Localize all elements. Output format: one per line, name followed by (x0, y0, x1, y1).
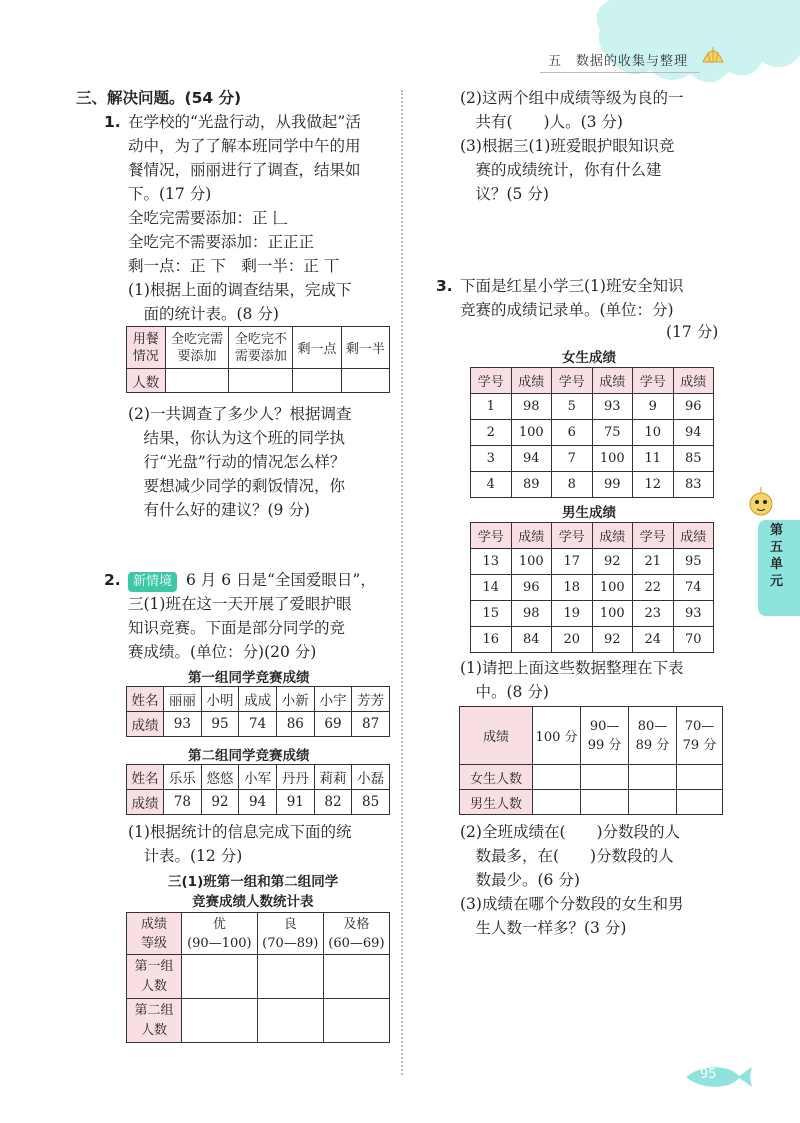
q3-text-1: 下面是红星小学三(1)班安全知识 (460, 277, 684, 295)
q1-meal-table (126, 326, 390, 393)
girls-student-id: 9 (633, 394, 674, 420)
q1-answer-cell[interactable] (293, 369, 341, 393)
girls-header: 学号 (633, 368, 674, 394)
q3-text-2: 竞赛的成绩记录单。(单位：分) (460, 301, 674, 319)
shell-icon (700, 44, 726, 70)
boys-student-id: 14 (471, 575, 512, 601)
boys-student-id: 15 (471, 601, 512, 627)
summary-answer-cell[interactable] (532, 765, 580, 790)
boys-header: 成绩 (511, 523, 552, 549)
q1-data-3: 剩一点：正 下 剩一半：正 丅 (128, 257, 340, 275)
girls-student-id: 3 (471, 446, 512, 472)
group1-name-label: 姓名 (127, 687, 164, 712)
girls-header: 成绩 (511, 368, 552, 394)
q2-p3-3: 议？(5 分) (460, 185, 549, 203)
girls-score: 89 (511, 472, 552, 498)
q2-text-3: 知识竞赛。下面是部分同学的竞 (128, 619, 346, 637)
q3-p1-2: 中。(8 分) (460, 683, 549, 701)
group1-score: 86 (276, 712, 314, 737)
q2-p1-2: 计表。(12 分) (128, 847, 243, 865)
boys-score: 84 (511, 627, 552, 653)
summary-col-100: 100 分 (532, 707, 580, 765)
q1-p2-2: 结果，你认为这个班的同学执 (128, 429, 346, 447)
stat-col-excellent: 优 (90—100) (182, 913, 258, 955)
q2-text-1: 6 月 6 日是“全国爱眼日”， (186, 571, 376, 589)
girls-score: 98 (511, 394, 552, 420)
header-rule (540, 72, 700, 73)
q3-p2-2: 数最多，在( )分数段的人 (460, 847, 674, 865)
q2-p2-2: 共有( )人。(3 分) (460, 113, 623, 131)
stat-answer-cell[interactable] (182, 999, 258, 1043)
girls-score: 85 (673, 446, 714, 472)
fish-icon (684, 1063, 754, 1095)
stat-col-pass: 及格 (60—69) (323, 913, 389, 955)
summary-row-boys: 男生人数 (460, 790, 533, 815)
summary-answer-cell[interactable] (676, 790, 722, 815)
summary-answer-cell[interactable] (629, 790, 677, 815)
group1-score: 74 (239, 712, 277, 737)
q2-p3-1: (3)根据三(1)班爱眼护眼知识竞 (460, 137, 675, 155)
girls-score: 75 (592, 420, 633, 446)
girls-student-id: 10 (633, 420, 674, 446)
summary-answer-cell[interactable] (581, 765, 629, 790)
q1-data-2: 全吃完不需要添加：正正正 (128, 233, 315, 251)
summary-corner: 成绩 (460, 707, 533, 765)
q1-text-3: 餐情况，丽丽进行了调查，结果如 (128, 161, 361, 179)
girls-student-id: 12 (633, 472, 674, 498)
q1-p2-4: 要想减少同学的剩饭情况，你 (128, 477, 346, 495)
group1-name: 小明 (201, 687, 239, 712)
group2-score: 91 (276, 790, 314, 815)
boys-student-id: 19 (552, 601, 593, 627)
girls-student-id: 11 (633, 446, 674, 472)
q1-table-header: 全吃完不 需要添加 (229, 327, 293, 369)
group1-title: 第一组同学竞赛成绩 (188, 670, 310, 686)
stat-col-good: 良 (70—89) (257, 913, 323, 955)
girls-header: 成绩 (592, 368, 633, 394)
girls-title: 女生成绩 (562, 350, 616, 366)
q1-table-header: 剩一半 (341, 327, 389, 369)
boys-student-id: 24 (633, 627, 674, 653)
stat-answer-cell[interactable] (257, 955, 323, 999)
group1-score-label: 成绩 (127, 712, 164, 737)
boys-student-id: 23 (633, 601, 674, 627)
q1-p2-1: (2)一共调查了多少人？根据调查 (128, 405, 352, 423)
q2-p2-1: (2)这两个组中成绩等级为良的一 (460, 89, 684, 107)
summary-col-80: 80— 89 分 (629, 707, 677, 765)
q1-data-1: 全吃完需要添加：正 𠃊 (128, 209, 288, 227)
group1-name: 芳芳 (352, 687, 390, 712)
page-number: 95 (700, 1067, 717, 1082)
column-divider (401, 90, 403, 1075)
girls-table (470, 367, 714, 498)
girls-score: 100 (592, 446, 633, 472)
stat-corner: 成绩 等级 (127, 913, 182, 955)
boys-student-id: 13 (471, 549, 512, 575)
girls-score: 94 (673, 420, 714, 446)
q1-table-row-label: 人数 (127, 369, 166, 393)
stat-answer-cell[interactable] (323, 955, 389, 999)
summary-answer-cell[interactable] (629, 765, 677, 790)
summary-col-70: 70— 79 分 (676, 707, 722, 765)
q2-number: 2. (104, 571, 121, 589)
girls-header: 成绩 (673, 368, 714, 394)
q3-p2-1: (2)全班成绩在( )分数段的人 (460, 823, 681, 841)
boys-student-id: 20 (552, 627, 593, 653)
group2-name: 莉莉 (314, 765, 352, 790)
boys-header: 成绩 (592, 523, 633, 549)
boys-student-id: 21 (633, 549, 674, 575)
group2-name: 丹丹 (276, 765, 314, 790)
girls-student-id: 8 (552, 472, 593, 498)
summary-answer-cell[interactable] (532, 790, 580, 815)
girls-score: 93 (592, 394, 633, 420)
q1-text-2: 动中，为了了解本班同学中午的用 (128, 137, 361, 155)
girls-student-id: 4 (471, 472, 512, 498)
q3-number: 3. (436, 277, 453, 295)
section-title: 三、解决问题。(54 分) (76, 89, 242, 107)
boys-score: 93 (673, 601, 714, 627)
q1-table-header: 全吃完需 要添加 (165, 327, 229, 369)
group2-title: 第二组同学竞赛成绩 (188, 748, 310, 764)
girls-header: 学号 (552, 368, 593, 394)
stat-row-group1: 第一组 人数 (127, 955, 182, 999)
summary-table (459, 706, 723, 815)
girls-student-id: 1 (471, 394, 512, 420)
summary-answer-cell[interactable] (581, 790, 629, 815)
group2-score: 92 (201, 790, 239, 815)
q1-p1-1: (1)根据上面的调查结果，完成下 (128, 281, 352, 299)
q2-text-4: 赛成绩。(单位：分)(20 分) (128, 643, 317, 661)
q1-answer-cell[interactable] (165, 369, 229, 393)
q3-p2-3: 数最少。(6 分) (460, 871, 580, 889)
group1-table (126, 686, 390, 737)
group2-name: 小磊 (352, 765, 390, 790)
boys-title: 男生成绩 (562, 505, 616, 521)
group2-name: 小军 (239, 765, 277, 790)
girls-score: 99 (592, 472, 633, 498)
girls-student-id: 7 (552, 446, 593, 472)
group2-score: 85 (352, 790, 390, 815)
stat-row-group2: 第二组 人数 (127, 999, 182, 1043)
girls-score: 94 (511, 446, 552, 472)
q2-p1-1: (1)根据统计的信息完成下面的统 (128, 823, 352, 841)
group1-score: 93 (164, 712, 202, 737)
boys-score: 100 (511, 549, 552, 575)
group2-score-label: 成绩 (127, 790, 164, 815)
boys-header: 学号 (552, 523, 593, 549)
q1-answer-cell[interactable] (341, 369, 389, 393)
boys-student-id: 17 (552, 549, 593, 575)
q1-number: 1. (104, 113, 121, 131)
summary-col-90: 90— 99 分 (581, 707, 629, 765)
side-tab-label: 第五单元 (770, 523, 784, 589)
q2-badge: 新情境 (128, 570, 177, 592)
girls-score: 83 (673, 472, 714, 498)
group2-name: 悠悠 (201, 765, 239, 790)
stat-table (126, 912, 390, 1043)
group1-name: 丽丽 (164, 687, 202, 712)
group2-name: 乐乐 (164, 765, 202, 790)
boys-header: 成绩 (673, 523, 714, 549)
q1-p1-2: 面的统计表。(8 分) (128, 305, 279, 323)
group2-table (126, 764, 390, 815)
stat-answer-cell[interactable] (182, 955, 258, 999)
header-title: 五 数据的收集与整理 (548, 54, 689, 69)
girls-score: 96 (673, 394, 714, 420)
group1-score: 87 (352, 712, 390, 737)
q2-p3-2: 赛的成绩统计，你有什么建 (460, 161, 662, 179)
stat-answer-cell[interactable] (323, 999, 389, 1043)
boys-score: 92 (592, 627, 633, 653)
girls-student-id: 2 (471, 420, 512, 446)
group2-score: 82 (314, 790, 352, 815)
boys-score: 100 (592, 575, 633, 601)
q1-text-1: 在学校的“光盘行动，从我做起”活 (128, 113, 361, 131)
summary-row-girls: 女生人数 (460, 765, 533, 790)
q1-table-header: 剩一点 (293, 327, 341, 369)
q1-table-header: 用餐 情况 (127, 327, 166, 369)
stat-answer-cell[interactable] (257, 999, 323, 1043)
boys-score: 95 (673, 549, 714, 575)
stat-title-1: 三(1)班第一组和第二组同学 (168, 874, 339, 890)
group1-score: 69 (314, 712, 352, 737)
group2-name-label: 姓名 (127, 765, 164, 790)
group1-score: 95 (201, 712, 239, 737)
boys-score: 92 (592, 549, 633, 575)
boys-score: 100 (592, 601, 633, 627)
q2-text-2: 三(1)班在这一天开展了爱眼护眼 (128, 595, 352, 613)
q1-p2-3: 行“光盘”行动的情况怎么样？ (128, 453, 346, 471)
q1-p2-5: 有什么好的建议？(9 分) (128, 501, 310, 519)
boys-score: 98 (511, 601, 552, 627)
q3-p3-1: (3)成绩在哪个分数段的女生和男 (460, 895, 684, 913)
stat-title-2: 竞赛成绩人数统计表 (192, 894, 314, 910)
boys-student-id: 18 (552, 575, 593, 601)
boys-table (470, 522, 714, 653)
q1-text-4: 下。(17 分) (128, 185, 212, 203)
group1-name: 小新 (276, 687, 314, 712)
girls-student-id: 6 (552, 420, 593, 446)
girls-student-id: 5 (552, 394, 593, 420)
q1-answer-cell[interactable] (229, 369, 293, 393)
boys-header: 学号 (633, 523, 674, 549)
boys-student-id: 16 (471, 627, 512, 653)
boys-header: 学号 (471, 523, 512, 549)
q3-p3-2: 生人数一样多？(3 分) (460, 919, 627, 937)
girls-header: 学号 (471, 368, 512, 394)
group1-name: 成成 (239, 687, 277, 712)
q3-p1-1: (1)请把上面这些数据整理在下表 (460, 659, 684, 677)
group2-score: 94 (239, 790, 277, 815)
boys-score: 74 (673, 575, 714, 601)
boys-student-id: 22 (633, 575, 674, 601)
q3-points: (17 分) (666, 323, 719, 341)
group1-name: 小宇 (314, 687, 352, 712)
summary-answer-cell[interactable] (676, 765, 722, 790)
boys-score: 96 (511, 575, 552, 601)
girls-score: 100 (511, 420, 552, 446)
group2-score: 78 (164, 790, 202, 815)
boys-score: 70 (673, 627, 714, 653)
